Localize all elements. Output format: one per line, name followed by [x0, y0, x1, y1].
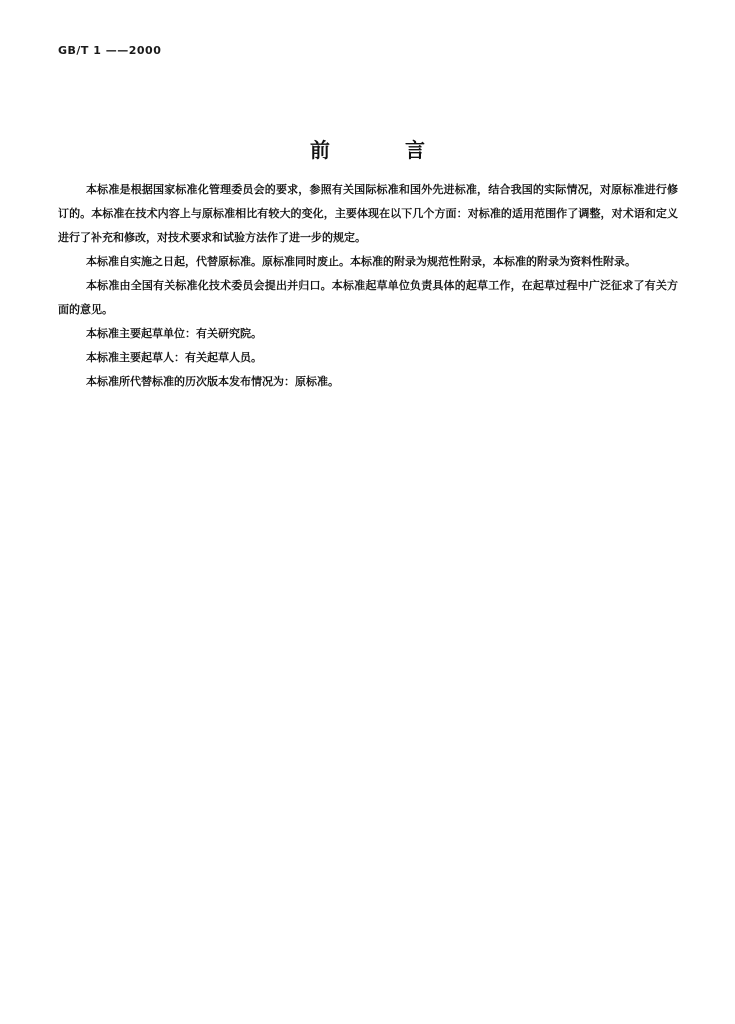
foreword-paragraph: 本标准由全国有关标准化技术委员会提出并归口。本标准起草单位负责具体的起草工作，在起草过程中广泛征求了有关方面的意见。 [58, 279, 678, 316]
drafter-line: 本标准主要起草人：有关起草人员。 [86, 351, 262, 364]
foreword-body [58, 178, 678, 394]
foreword-paragraph: 本标准自实施之日起，代替原标准。原标准同时废止。本标准的附录为规范性附录，本标准的附录为资料性附录。 [86, 255, 636, 268]
history-line: 本标准所代替标准的历次版本发布情况为：原标准。 [86, 375, 339, 388]
standard-code: GB/T 1 ——2000 [58, 44, 162, 57]
page-title: 前 言 [310, 138, 459, 162]
drafting-unit-line: 本标准主要起草单位：有关研究院。 [86, 327, 262, 340]
foreword-paragraph: 本标准是根据国家标准化管理委员会的要求，参照有关国际标准和国外先进标准，结合我国的实际情况，对原标准进行修订的。本标准在技术内容上与原标准相比有较大的变化，主要体现在以下几个方面：对标准的适用范围作了调整，对术语和定义进行了补充和修改，对技术要求和试验方法作了进一步的规定。 [58, 183, 678, 244]
